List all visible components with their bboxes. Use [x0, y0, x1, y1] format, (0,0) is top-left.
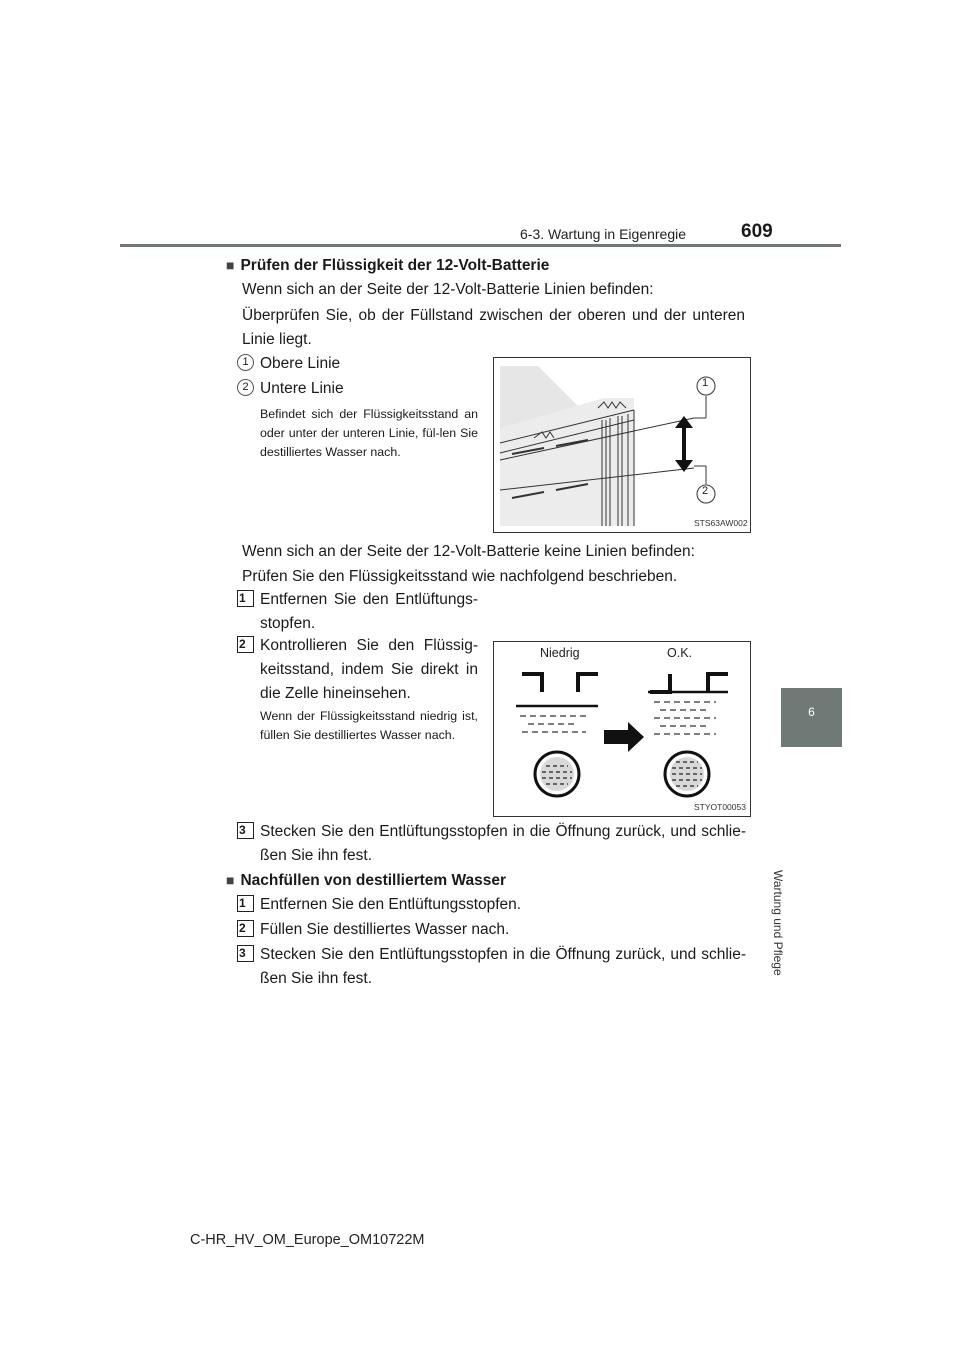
step-number-3: 3	[237, 822, 254, 839]
label-ok: O.K.	[667, 646, 693, 660]
section-title: 6-3. Wartung in Eigenregie	[520, 226, 687, 242]
section1-heading-text: Prüfen der Flüssigkeit der 12-Volt-Batterie	[240, 257, 550, 274]
s2-step-text-3: Stecken Sie den Entlüftungsstopfen in die Öffnung zurück, und schlie-ßen Sie ihn fest.	[260, 946, 746, 987]
s2-step-number-2: 2	[237, 920, 254, 937]
note-low-level: Wenn der Flüssigkeitsstand niedrig ist, füllen Sie destilliertes Wasser nach.	[260, 709, 478, 742]
fluid-level-figure	[493, 641, 751, 817]
step-text-2: Kontrollieren Sie den Flüssig-keitsstand, indem Sie direkt in die Zelle hineinsehen.	[260, 637, 478, 702]
figure2-code: STYOT00053	[694, 802, 746, 812]
section2-heading	[226, 868, 506, 893]
s2-step-text-1: Entfernen Sie den Entlüftungsstopfen.	[260, 896, 522, 913]
section1-para2: Überprüfen Sie, ob der Füllstand zwischen der oberen und der unteren Linie liegt.	[242, 307, 745, 348]
page-number: 609	[741, 221, 773, 242]
step-text-3: Stecken Sie den Entlüftungsstopfen in die Öffnung zurück, und schlie-ßen Sie ihn fest.	[260, 823, 746, 864]
callout-number-2: 2	[237, 379, 254, 396]
section1-para3: Wenn sich an der Seite der 12-Volt-Batterie keine Linien befinden:	[242, 543, 695, 560]
section2-heading-text: Nachfüllen von destilliertem Wasser	[240, 872, 507, 889]
s2-step-number-3: 3	[237, 945, 254, 962]
callout-label-1: Obere Linie	[260, 355, 341, 372]
step-number-2: 2	[237, 636, 254, 653]
label-low: Niedrig	[540, 646, 580, 660]
battery-illustration	[494, 358, 750, 532]
step-number-1: 1	[237, 590, 254, 607]
chapter-tab: 6	[781, 688, 842, 747]
figure1-callout-1: 1	[702, 377, 709, 389]
s2-step-number-1: 1	[237, 895, 254, 912]
step-text-1: Entfernen Sie den Entlüftungs-stopfen.	[260, 591, 478, 632]
battery-lines-figure	[493, 357, 751, 533]
section1-para1: Wenn sich an der Seite der 12-Volt-Batterie Linien befinden:	[242, 281, 654, 298]
section1-para4: Prüfen Sie den Flüssigkeitsstand wie nachfolgend beschrieben.	[242, 568, 678, 585]
fluid-level-illustration	[494, 642, 750, 816]
s2-step-text-2: Füllen Sie destilliertes Wasser nach.	[260, 921, 510, 938]
figure1-callout-2: 2	[702, 485, 709, 497]
figure1-code: STS63AW002	[694, 518, 748, 528]
callout-label-2: Untere Linie	[260, 380, 344, 397]
square-bullet-icon: ■	[226, 257, 235, 273]
square-bullet-icon: ■	[226, 872, 235, 888]
section1-heading	[226, 253, 549, 278]
document-id: C-HR_HV_OM_Europe_OM10722M	[190, 1232, 425, 1248]
header-rule	[120, 244, 841, 247]
chapter-title-vertical	[771, 760, 806, 976]
note-lower-line: Befindet sich der Flüssigkeitsstand an oder unter der unteren Linie, fül-len Sie destilliertes Wasser nach.	[260, 407, 478, 459]
chapter-title: Wartung und Pflege	[771, 870, 785, 976]
callout-number-1: 1	[237, 354, 254, 371]
